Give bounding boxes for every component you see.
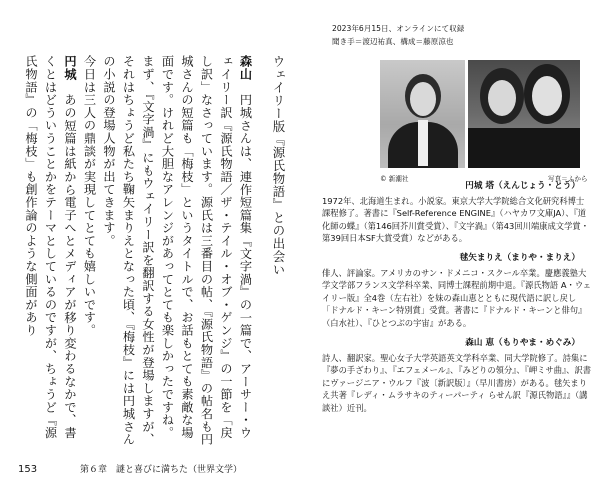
bio-text: 俳人、評論家。アメリカのサン・ドメニコ・スクール卒業。慶應義塾大学文学部フランス文学科卒業、同博士課程前期中退。『源氏物語 A・ウェイリー版』全4巻（左右社）を妹の森山恵とともに現代語に訳し戻し「ドナルド・キーン特別賞」受賞。著書に『ドナルド・キーンと俳句』（白水社）、『ひとつぶの宇宙』がある。: [322, 267, 592, 328]
paragraph-text: 円城さんは、連作短篇集『文字渦』の一篇で、アーサー・ウェイリー訳『源氏物語／ザ・テイル・オブ・ゲンジ』の一節を「戻し訳」なさっています。源氏は三番目の帖、『源氏物語』の帖名も円城さんの短篇も「梅枝」というタイトルで、お話もとても素敵な場面です。けれど大胆なアレンジがあってとても楽しかったですね。まず、『文字渦』にもウェイリー訳を翻訳する女性が登場しますが、それはちょうど私たち鞠矢まりえとなった頃、『梅枝』には円城さんの小説の登場人物が出てきます。: [102, 55, 253, 446]
bio-name: 毬矢まりえ（まりや・まりえ）: [459, 253, 580, 263]
portrait-face-right: [532, 76, 562, 116]
portrait-face-left: [488, 80, 516, 116]
portrait-clothing: [468, 128, 580, 168]
vertical-text-body: [26, 55, 288, 450]
photo-credit-right: 写真＝ふから: [548, 175, 588, 183]
running-title: 第６章 謎と喜びに満ちた（世界文学）: [80, 465, 243, 475]
bio-text: 詩人、翻訳家。聖心女子大学英語英文学科卒業、同大学院修了。詩集に『夢の手ざわり』、『エフェメール』、『みどりの領分』、『岬ミサ曲』、訳書にヴァージニア・ウルフ『波〔新訳版〕』（早川書房）がある。毬矢まりえ共著『レディ・ムラサキのティーパーティ らせん訳『源氏物語』』（講談社）近刊。: [322, 352, 592, 413]
paragraph-enjo: [21, 55, 80, 450]
portrait-shirt: [418, 120, 428, 166]
paragraph-closing: 今日は三人の鼎談が実現してとても嬉しいです。: [82, 55, 97, 337]
section-heading: ウェイリー版『源氏物語』との出会い: [271, 55, 286, 276]
bio-name: 森山 恵（もりやま・めぐみ）: [465, 338, 580, 348]
photo-credit-left: © 新潮社: [380, 175, 409, 183]
paragraph-moriyama: [99, 55, 255, 450]
meta-line-1: 2023年6月15日、オンラインにて収録: [332, 24, 465, 33]
portrait-photo-sisters: [468, 60, 580, 168]
portrait-photo-enjo: [380, 60, 465, 168]
recording-meta: [332, 22, 464, 48]
right-page: [300, 0, 595, 490]
bio-text: 1972年、北海道生まれ。小説家。東京大学大学院総合文化研究科博士課程修了。著書に『Self-Reference ENGINE』（ハヤカワ文庫JA）、『道化師の蝶』（第146回芥川賞受賞）、『文字渦』（第43回川端康成文学賞・第39回日本SF大賞受賞）などがある。: [322, 195, 589, 244]
bio-name: 円城 塔（えんじょう・とう）: [465, 181, 580, 191]
page-number: 153: [18, 464, 38, 475]
speaker-label: 森山: [238, 55, 253, 81]
bio-moriyama: [322, 337, 592, 415]
portrait-face: [410, 82, 436, 116]
paragraph-text: あの短篇は紙から電子へとメディアが移り変わるなかで、書くとはどういうことかをテーマとしているのですが、ちょうど『源氏物語』の「梅枝」も創作論のような側面があり: [24, 55, 77, 440]
speaker-label: 円城: [63, 55, 77, 81]
meta-line-2: 聞き手＝渡辺祐真、構成＝藤原涼也: [332, 37, 454, 46]
bio-mariya: [322, 252, 592, 330]
bio-enjo: [322, 180, 592, 245]
